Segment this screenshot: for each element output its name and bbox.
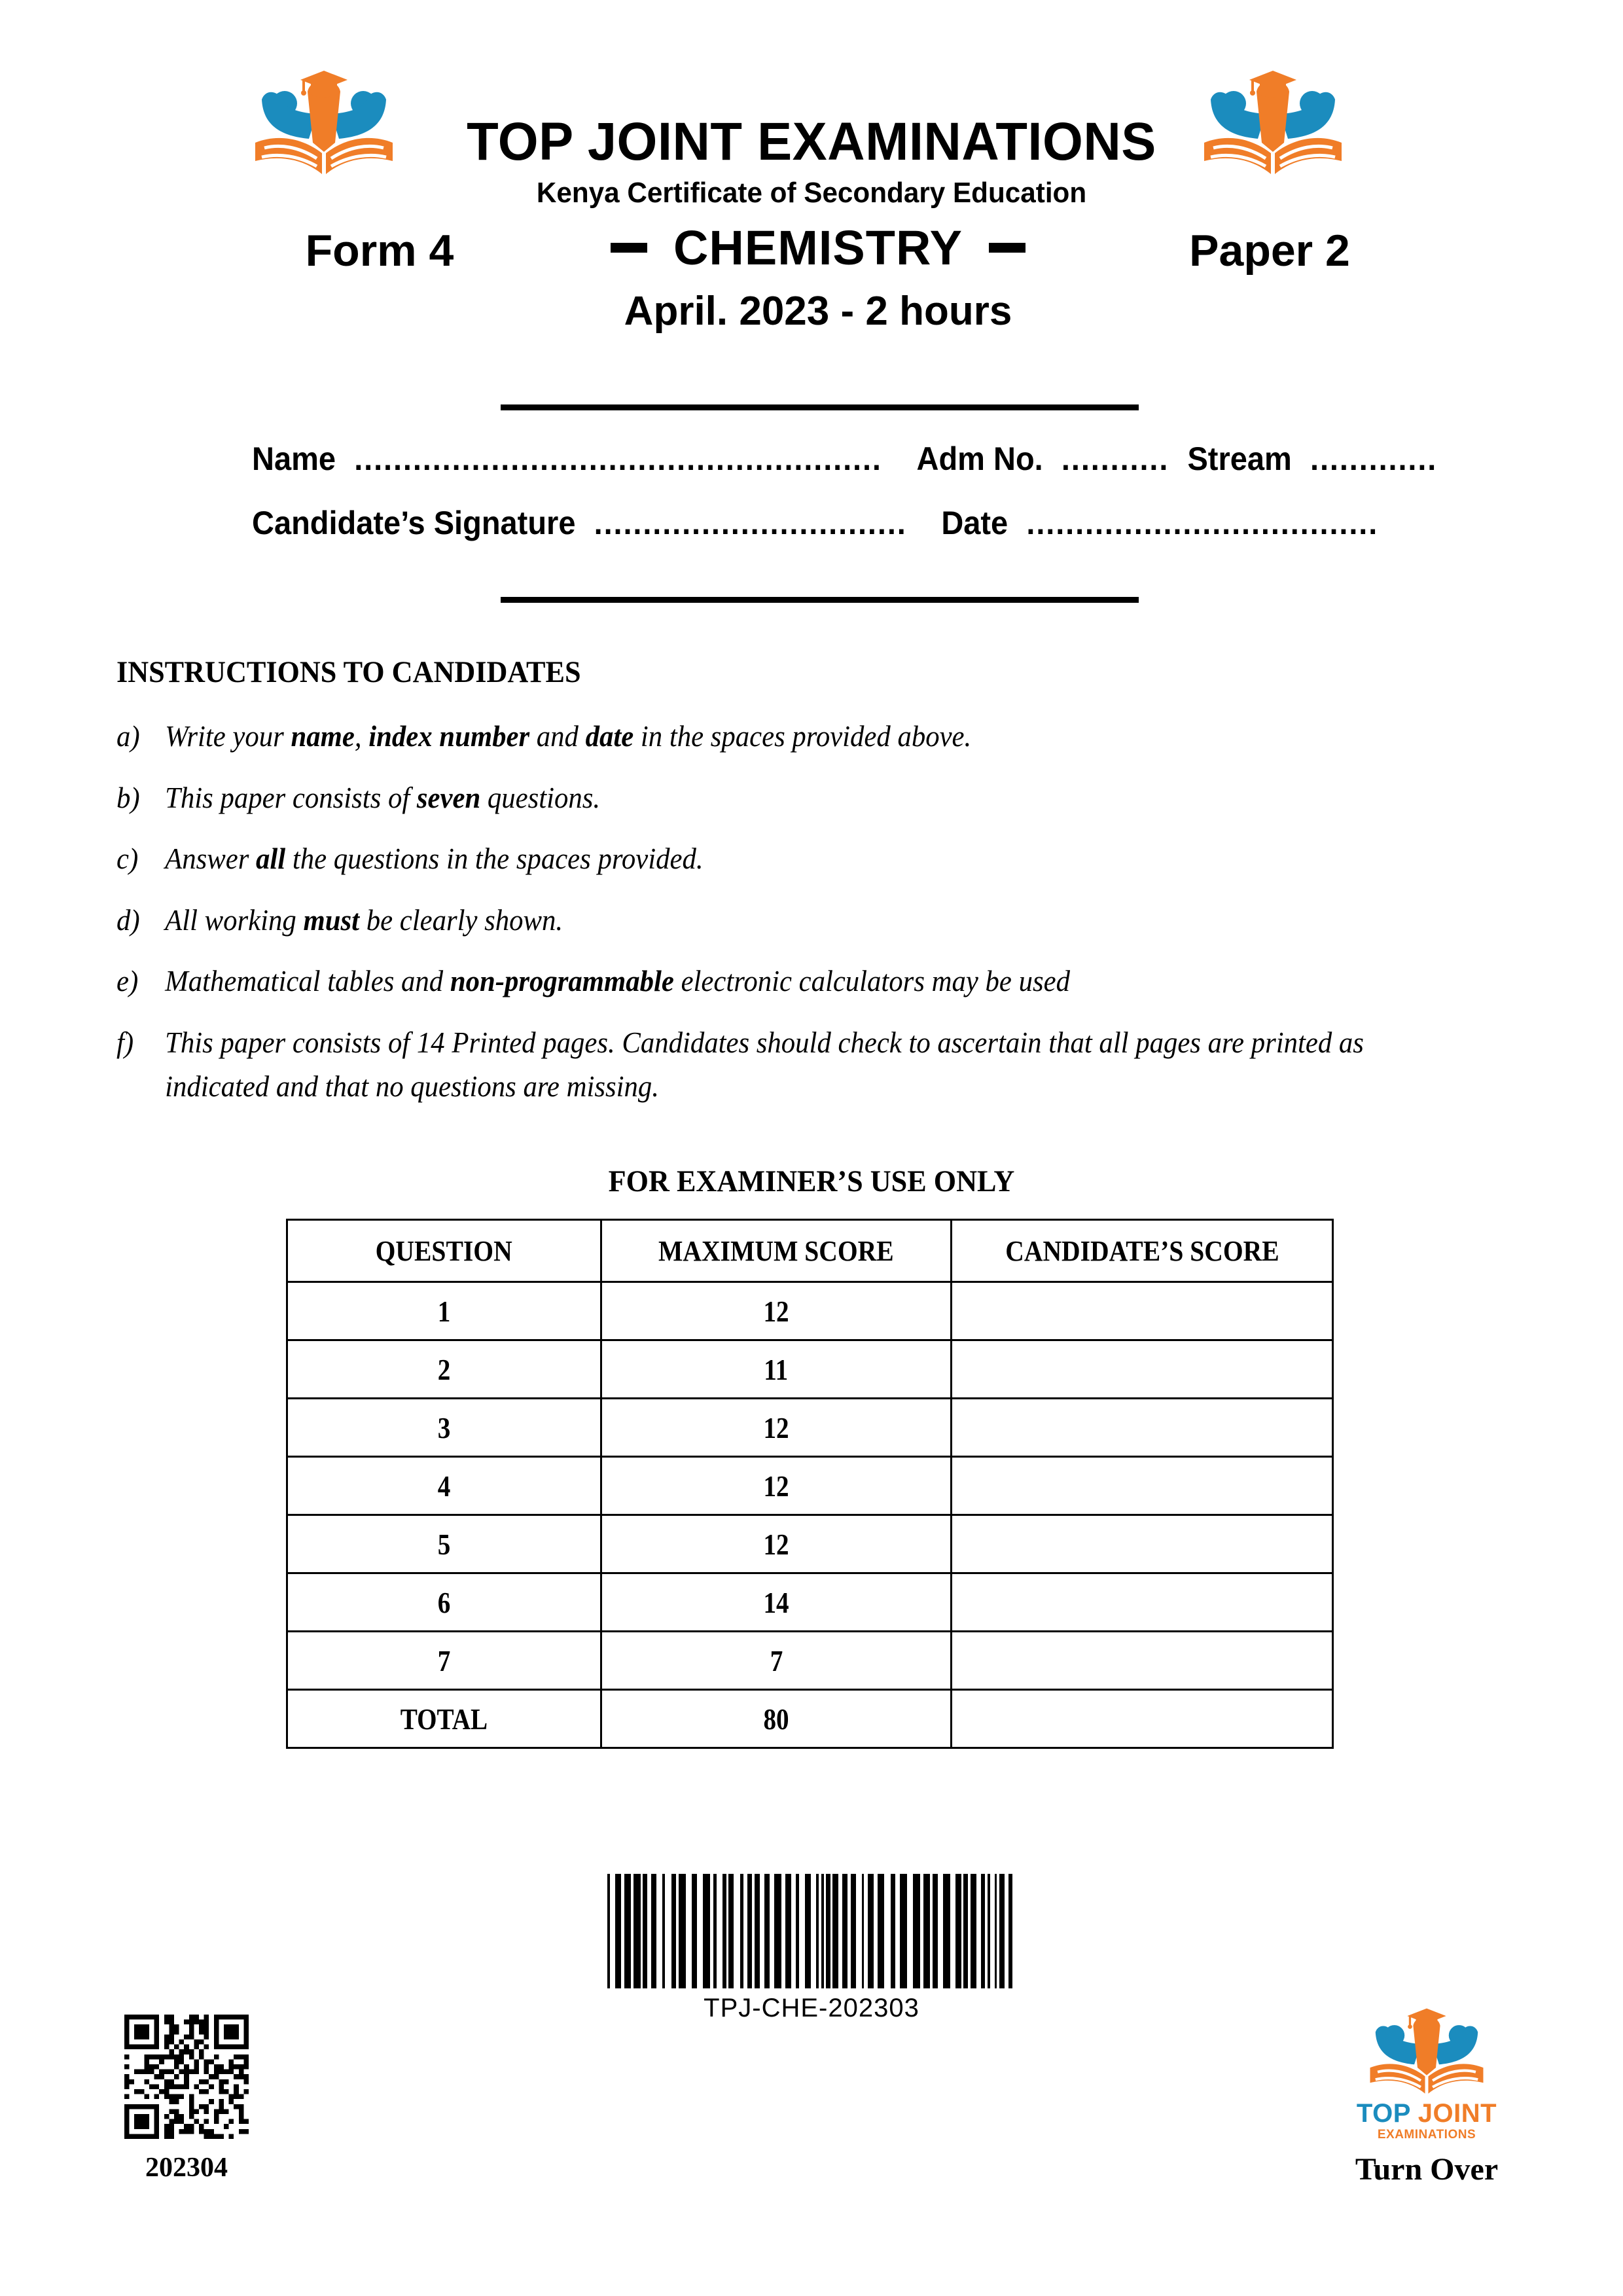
question-cell: 3 xyxy=(287,1399,601,1457)
barcode-gap xyxy=(1012,1874,1016,1988)
divider-top xyxy=(501,404,1139,410)
date-label: Date xyxy=(941,505,1008,541)
title-row xyxy=(0,216,1623,386)
barcode-bar xyxy=(615,1874,621,1988)
dash-left-icon xyxy=(611,243,647,253)
stream-label: Stream xyxy=(1187,440,1292,477)
table-row xyxy=(287,1457,1333,1515)
page-title: TOP JOINT EXAMINATIONS xyxy=(467,112,1156,171)
barcode-gap xyxy=(734,1874,740,1988)
question-cell: 6 xyxy=(287,1573,601,1632)
barcode-bar xyxy=(651,1874,656,1988)
barcode-bar xyxy=(900,1874,907,1988)
name-row xyxy=(252,440,1438,478)
subject-block xyxy=(497,216,1139,334)
barcode-bar xyxy=(624,1874,631,1988)
instruction-text: This paper consists of 14 Printed pages. Candidates should check to ascertain that all pages are printed as indicated and that no questions are missing. xyxy=(165,1026,1364,1103)
instruction-text: All working must be clearly shown. xyxy=(165,903,563,937)
footer-brand-block xyxy=(1329,2004,1525,2187)
page-header xyxy=(0,112,1623,386)
barcode-gap xyxy=(686,1874,692,1988)
barcode-bar xyxy=(643,1874,647,1988)
instruction-text: This paper consists of seven questions. xyxy=(165,781,601,814)
instruction-marker: a) xyxy=(116,720,140,753)
instruction-marker: c) xyxy=(116,842,139,875)
barcode-bar xyxy=(755,1874,760,1988)
signature-input[interactable]: ................................ xyxy=(594,505,907,541)
graduation-logo-icon xyxy=(1364,2004,1489,2096)
barcode-bar xyxy=(933,1874,938,1988)
table-body xyxy=(287,1282,1333,1748)
candidate-score-cell[interactable] xyxy=(952,1690,1333,1748)
qr-code-icon xyxy=(124,2015,249,2139)
barcode-bar xyxy=(891,1874,895,1988)
brand-top-text: TOP xyxy=(1356,2099,1411,2128)
instructions-list xyxy=(116,715,1504,1109)
instruction-item xyxy=(116,837,1435,882)
barcode-gap xyxy=(717,1874,722,1988)
divider-bottom xyxy=(501,597,1139,603)
table-row xyxy=(287,1340,1333,1399)
barcode-gap xyxy=(950,1874,955,1988)
barcode-bar xyxy=(943,1874,950,1988)
barcode-gap xyxy=(791,1874,796,1988)
barcode-bar xyxy=(805,1874,811,1988)
qr-label: 202304 xyxy=(145,2153,228,2183)
candidate-details-block xyxy=(252,440,1438,568)
top-joint-logo-left xyxy=(249,65,399,180)
exam-date-duration: April. 2023 - 2 hours xyxy=(624,289,1012,334)
name-label: Name xyxy=(252,440,336,477)
table-row xyxy=(287,1690,1333,1748)
barcode-bar xyxy=(826,1874,830,1988)
barcode-gap xyxy=(907,1874,913,1988)
question-cell: TOTAL xyxy=(287,1690,601,1748)
maximum-score-cell: 12 xyxy=(601,1515,952,1573)
column-header-question: QUESTION xyxy=(287,1220,601,1282)
subject-name: CHEMISTRY xyxy=(673,220,963,275)
dash-right-icon xyxy=(989,243,1026,253)
instruction-marker: e) xyxy=(116,965,139,997)
column-header-candidate-score: CANDIDATE’S SCORE xyxy=(952,1220,1333,1282)
maximum-score-cell: 14 xyxy=(601,1573,952,1632)
barcode-gap xyxy=(895,1874,900,1988)
instruction-item xyxy=(116,899,1435,943)
adm-no-label: Adm No. xyxy=(916,440,1043,477)
instruction-marker: d) xyxy=(116,903,140,937)
question-cell: 7 xyxy=(287,1632,601,1690)
question-cell: 5 xyxy=(287,1515,601,1573)
date-input[interactable]: .................................... xyxy=(1026,505,1379,541)
barcode-gap xyxy=(665,1874,671,1988)
candidate-score-cell[interactable] xyxy=(952,1457,1333,1515)
instruction-marker: b) xyxy=(116,781,140,814)
barcode-gap xyxy=(856,1874,862,1988)
brand-subtitle: EXAMINATIONS xyxy=(1377,2128,1476,2142)
barcode-bar xyxy=(832,1874,838,1988)
barcode-bar xyxy=(963,1874,968,1988)
barcode-gap xyxy=(697,1874,703,1988)
column-header-maximum-score: MAXIMUM SCORE xyxy=(601,1220,952,1282)
barcode-bar xyxy=(703,1874,710,1988)
table-row xyxy=(287,1282,1333,1340)
barcode-label: TPJ-CHE-202303 xyxy=(704,1994,919,2022)
maximum-score-cell: 12 xyxy=(601,1399,952,1457)
barcode-bar xyxy=(955,1874,961,1988)
barcode-bar xyxy=(868,1874,874,1988)
adm-no-input[interactable]: ........... xyxy=(1061,440,1169,477)
barcode-gap xyxy=(760,1874,764,1988)
barcode-bar xyxy=(774,1874,781,1988)
paper-label: Paper 2 xyxy=(1189,226,1350,276)
candidate-score-cell[interactable] xyxy=(952,1573,1333,1632)
barcode-gap xyxy=(770,1874,774,1988)
barcode-gap xyxy=(656,1874,662,1988)
candidate-score-cell[interactable] xyxy=(952,1632,1333,1690)
barcode-bar xyxy=(785,1874,791,1988)
instruction-item xyxy=(116,960,1435,1004)
barcode-bar xyxy=(851,1874,856,1988)
examiner-score-table xyxy=(286,1219,1334,1749)
instructions-heading: INSTRUCTIONS TO CANDIDATES xyxy=(116,655,581,689)
graduation-logo-icon xyxy=(249,65,399,177)
instruction-text: Write your name, index number and date in the spaces provided above. xyxy=(165,720,972,753)
maximum-score-cell: 12 xyxy=(601,1282,952,1340)
barcode-block xyxy=(0,1865,1623,2023)
barcode-gap xyxy=(884,1874,891,1988)
signature-row xyxy=(252,504,1379,542)
barcode-gap xyxy=(811,1874,816,1988)
barcode-bar xyxy=(999,1874,1005,1988)
signature-label: Candidate’s Signature xyxy=(252,505,576,541)
instruction-text: Mathematical tables and non-programmable electronic calculators may be used xyxy=(165,965,1070,997)
brand-wordmark xyxy=(1329,2100,1525,2126)
candidate-score-cell[interactable] xyxy=(952,1399,1333,1457)
maximum-score-cell: 12 xyxy=(601,1457,952,1515)
subject-line xyxy=(497,216,1139,279)
barcode-bar xyxy=(878,1874,884,1988)
table-header-row xyxy=(287,1220,1333,1282)
maximum-score-cell: 80 xyxy=(601,1690,952,1748)
barcode-bar xyxy=(728,1874,734,1988)
table-row xyxy=(287,1399,1333,1457)
candidate-score-cell[interactable] xyxy=(952,1515,1333,1573)
instruction-text: Answer all the questions in the spaces provided. xyxy=(165,842,704,875)
top-joint-logo-right xyxy=(1198,65,1348,180)
question-cell: 1 xyxy=(287,1282,601,1340)
graduation-logo-icon xyxy=(1198,65,1348,177)
barcode-gap xyxy=(990,1874,995,1988)
question-cell: 4 xyxy=(287,1457,601,1515)
barcode-bar xyxy=(913,1874,920,1988)
form-label: Form 4 xyxy=(305,226,454,276)
barcode-gap xyxy=(976,1874,981,1988)
candidate-score-cell[interactable] xyxy=(952,1340,1333,1399)
table-row xyxy=(287,1515,1333,1573)
barcode-bar xyxy=(671,1874,676,1988)
barcode-bar xyxy=(764,1874,770,1988)
candidate-score-cell[interactable] xyxy=(952,1282,1333,1340)
maximum-score-cell: 11 xyxy=(601,1340,952,1399)
name-input[interactable]: ...................................................... xyxy=(354,440,882,477)
barcode-gap xyxy=(938,1874,943,1988)
instruction-item xyxy=(116,776,1435,821)
qr-block xyxy=(105,2015,268,2183)
barcode-bar xyxy=(842,1874,847,1988)
instruction-item xyxy=(116,715,1435,759)
brand-joint-text: JOINT xyxy=(1418,2099,1497,2128)
barcode-image xyxy=(607,1874,1016,1988)
barcode-bar xyxy=(692,1874,697,1988)
turn-over-label: Turn Over xyxy=(1355,2152,1499,2187)
barcode-bar xyxy=(633,1874,641,1988)
barcode-bar xyxy=(747,1874,752,1988)
barcode-bar xyxy=(923,1874,930,1988)
table-row xyxy=(287,1573,1333,1632)
barcode-gap xyxy=(610,1874,615,1988)
instruction-item xyxy=(116,1021,1435,1109)
instruction-marker: f) xyxy=(116,1026,134,1059)
question-cell: 2 xyxy=(287,1340,601,1399)
instructions-section xyxy=(116,655,1504,1126)
maximum-score-cell: 7 xyxy=(601,1632,952,1690)
certificate-subtitle: Kenya Certificate of Secondary Education xyxy=(536,177,1087,209)
table-row xyxy=(287,1632,1333,1690)
barcode-bar xyxy=(679,1874,686,1988)
stream-input[interactable]: ............. xyxy=(1310,440,1438,477)
barcode-bar xyxy=(971,1874,976,1988)
examiner-use-title: FOR EXAMINER’S USE ONLY xyxy=(608,1164,1015,1198)
barcode-gap xyxy=(799,1874,805,1988)
